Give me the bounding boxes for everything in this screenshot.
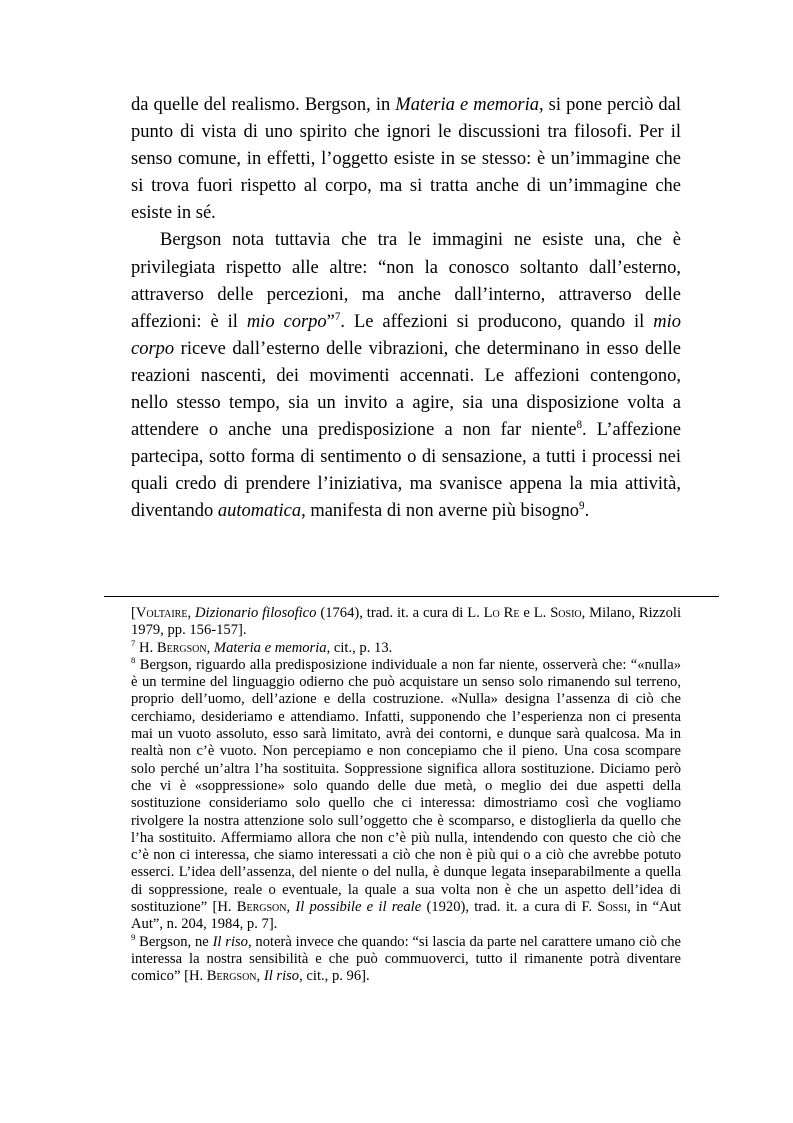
emphasis: automatica — [217, 501, 302, 522]
footnote-ref-8[interactable]: 8 — [576, 418, 583, 431]
text-run: . Le affezioni si producono, quando il — [340, 311, 654, 332]
book-title: Il possibile e il reale — [295, 899, 422, 916]
text-run: , cit., p. 96]. — [299, 968, 370, 985]
footnote-separator — [104, 596, 719, 597]
author-name: H. Bergson — [135, 639, 207, 656]
editor-name: F. Sossi — [581, 899, 628, 916]
text-run: , si pone perciò dal punto di vista di uno spirito che ignori le discussioni tra filosofi. Per il senso comune, in effetti, l’oggetto esiste in se stesso: è un’immagine che si trova fuori rispetto al corpo, ma si tratta anche di un’immagine che esiste in sé. — [131, 95, 681, 224]
main-text — [131, 92, 681, 526]
author-name: H. Bergson — [217, 899, 287, 916]
text-run: , manifesta di non averne più bisogno — [301, 501, 580, 522]
footnote-ref-9[interactable]: 9 — [579, 500, 585, 513]
text-run: , noterà invece che quando: “si lascia da parte nel carattere umano ciò che interessa la nostra sensibilità e che può commuoverci, tutto il rimanente potrà diventare comico” [ — [131, 933, 681, 985]
text-run: Bergson, ne — [135, 933, 213, 950]
text-run: [ — [131, 605, 136, 621]
editor-name: L. Sosio — [533, 605, 582, 621]
emphasis: mio corpo — [131, 311, 681, 359]
emphasis: mio corpo — [246, 311, 327, 332]
book-title: Materia e memoria — [213, 639, 327, 656]
text-run: da quelle del realismo. Bergson, in — [131, 95, 396, 115]
text-run: (1920), trad. it. a cura di — [421, 899, 582, 916]
text-run: , — [256, 968, 264, 985]
text-run: . — [584, 501, 590, 522]
text-run: , Milano, Rizzoli 1979, pp. 156-157]. — [131, 605, 682, 639]
text-run: , — [187, 605, 195, 621]
footnote-number: 9 — [131, 931, 136, 942]
text-run: Bergson nota tuttavia che tra le immagini ne esiste una, che è privilegiata rispetto alle altre: “non la conosco soltanto dall’esterno, attraverso delle percezioni, ma anche dall’interno, attraverso delle affezioni: è il — [131, 230, 681, 332]
book-title: Dizionario filosofico — [195, 605, 317, 621]
text-run: , — [286, 899, 296, 916]
footnote-number: 7 — [131, 637, 136, 648]
footnote-continuation — [131, 605, 681, 640]
text-run: ” — [326, 311, 335, 332]
footnote-number: 8 — [131, 655, 136, 666]
footnotes — [131, 605, 681, 986]
author-name: Voltaire — [135, 605, 188, 621]
editor-name: L. Lo Re — [467, 605, 520, 621]
footnote-7 — [131, 637, 681, 657]
text-run: , cit., p. 13. — [326, 639, 393, 656]
text-run: (1764), trad. it. a cura di — [316, 605, 468, 621]
text-run: , in “Aut Aut”, n. 204, 1984, p. 7]. — [131, 899, 681, 933]
paragraph-2 — [131, 227, 681, 525]
footnote-ref-7[interactable]: 7 — [334, 310, 341, 323]
book-title: Il riso — [263, 968, 300, 985]
text-run: Bergson, riguardo alla predisposizione individuale a non far niente, osserverà che: “«nulla» è un termine del linguaggio odierno che può acquistare un senso solo rimanendo sul terreno, proprio dell’uomo, dell’azione e della costruzione. «Nulla» designa l’assenza di ciò che cerchiamo, desideriamo e attendiamo. Infatti, supponendo che l’esperienza non ci presenta mai un vuoto assoluto, esso sarà limitato, avrà dei contorni, e dunque sarà qualcosa. Ma in realtà non c’è vuoto. Non percepiamo e non concepiamo che il pieno. Una cosa scompare solo perché un’altra l’ha sostituita. Soppressione significa allora sostituzione. Diciamo però che vi è «soppressione» solo quando delle due metà, o meglio dei due aspetti della sostituzione consideriamo solo quello che ci interessa: dimostriamo così che vogliamo rivolgere la nostra attenzione solo sull’oggetto che è scomparso, e distoglierla da quello che l’ha sostituito. Affermiamo allora che non c’è più nulla, intendendo con questo che ciò che c’è non ci interessa, che siamo interessati a ciò che non è più qui o a ciò che avrebbe potuto esserci. L’idea dell’assenza, del niente o del nulla, è dunque legata inseparabilmente a quella di soppressione, reale o eventuale, la quale a sua volta non è che un aspetto dell’idea di sostituzione” [ — [131, 656, 681, 916]
author-name: H. Bergson — [188, 968, 257, 985]
paragraph-1 — [131, 92, 681, 227]
footnote-8 — [131, 657, 681, 934]
footnote-9 — [131, 931, 681, 986]
book-title: Materia e memoria — [395, 95, 539, 115]
text-run: riceve dall’esterno delle vibrazioni, che determinano in esso delle reazioni nascenti, dei movimenti accennati. Le affezioni contengono, nello stesso tempo, sia un invito a agire, sia una disposizione volta a attendere o anche una predisposizione a non far niente — [131, 338, 681, 441]
book-title: Il riso — [212, 933, 248, 950]
text-run: e — [519, 605, 534, 621]
text-run: , — [206, 639, 214, 656]
text-run: . L’affezione partecipa, sotto forma di sentimento o di sensazione, a tutti i processi nei quali credo di prendere l’iniziativa, ma svanisce appena la mia attività, diventando — [131, 420, 681, 522]
